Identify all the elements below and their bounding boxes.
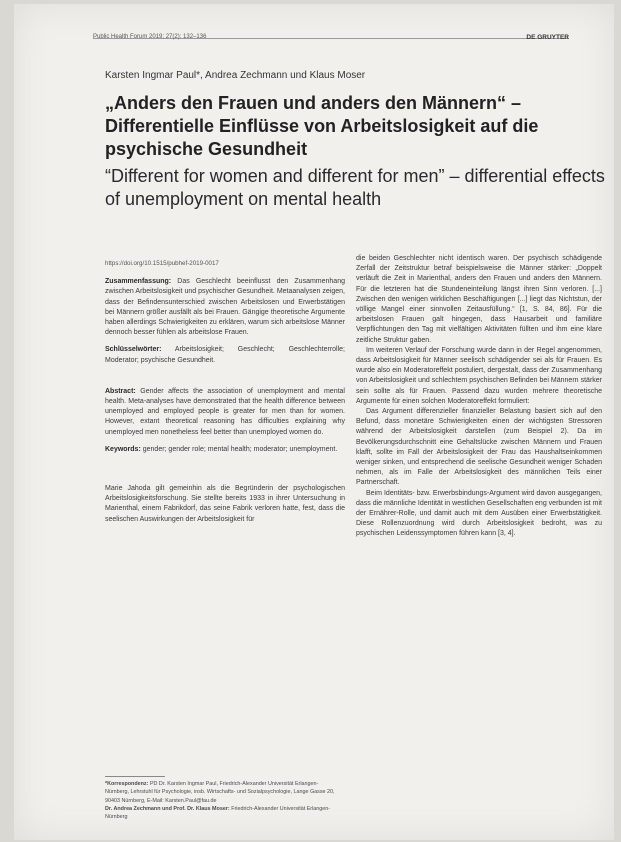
body-paragraph: Das Argument differenzieller finanzieller Belastung basiert sich auf den Befund, dass monetäre Schwierigkeiten einen der wichtigsten Stressoren während der Arbeitslosigkeit darstellen (zum Beispiel 2). Da im Bevölkerungsdurchschnitt eine Gehaltslücke zwischen Männern und Frauen klafft, sollte im Fall der Arbeitslosigkeit der Frau das Haushaltseinkommen weniger sinken, und entsprechend die seelische Gesundheit weniger Schaden nehmen, als im Falle der Arbeitslosigkeit des männlichen Teils einer Partnerschaft. [356, 408, 602, 487]
body-paragraph: Im weiteren Verlauf der Forschung wurde dann in der Regel angenommen, dass Arbeitslosigkeit für Männer seelisch schädigender sei als für Frauen. Es wurde also ein Moderatoreffekt postuliert, dergestalt, dass der Zusammenhang von Arbeitslosigkeit und schlechtem psychischen Befinden bei Männern stärker sein sollte als für Frauen. Passend dazu wurden mehrere theoretische Argumente für einen solchen Moderatoreffekt formuliert: [356, 346, 602, 405]
correspondence-footnote [105, 776, 340, 821]
abstract-english-text: Gender affects the association of unemployment and mental health. Meta-analyses have demonstrated that the health difference between unemployed and employed people is greater for men than for women. However, extant theoretical reasoning has difficulties explaining why unemployed men nonetheless feel better than unemployed women do. [105, 387, 345, 436]
body-paragraph: Beim Identitäts- bzw. Erwerbsbindungs-Argument wird davon ausgegangen, dass die männliche Identität in westlichen Gesellschaften eng verbunden ist mit der Ernährer-Rolle, und damit auch mit dem Ausüben einer Erwerbstätigkeit. Diese Rollenzuordnung wird durch Arbeitslosigkeit bedroht, was zu psychischen Leidenssymptomen führen kann [3, 4]. [356, 489, 602, 538]
abstract-german [105, 277, 345, 338]
left-column [105, 259, 345, 525]
correspondence-label: *Korrespondenz: [105, 781, 149, 787]
keywords-english-text: gender; gender role; mental health; moderator; unemployment. [142, 445, 338, 453]
keywords-english-label: Keywords: [105, 445, 141, 453]
abstract-english [105, 387, 345, 438]
article-title-english: “Different for women and different for men” – differential effects of unemployment on mental health [105, 166, 605, 209]
correspondence-text: PD Dr. Karsten Ingmar Paul, Friedrich-Alexander Universität Erlangen-Nürnberg, Lehrstuhl für Psychologie, insb. Wirtschafts- und Sozialpsychologie, Lange Gasse 20, 90403 Nürnberg, E-Mail: Karsten.Paul@fau.de [105, 781, 335, 804]
running-head [93, 34, 569, 39]
journal-citation: Public Health Forum 2019; 27(2): 132–136 [93, 34, 207, 40]
abstract-english-label: Abstract: [105, 387, 136, 395]
abstract-german-label: Zusammenfassung: [105, 278, 172, 286]
keywords-german-text: Arbeitslosigkeit; Geschlecht; Geschlechterrolle; Moderator; psychische Gesundheit. [105, 346, 345, 364]
article-title-german: „Anders den Frauen und anders den Männern“ – Differentielle Einflüsse von Arbeitslosigkeit auf die psychische Gesundheit [105, 93, 539, 159]
author-list: Karsten Ingmar Paul*, Andrea Zechmann und Klaus Moser [105, 70, 366, 81]
coauthors-label: Dr. Andrea Zechmann und Prof. Dr. Klaus Moser: [105, 805, 230, 812]
keywords-english [105, 445, 345, 455]
abstract-german-text: Das Geschlecht beeinflusst den Zusammenhang zwischen Arbeitslosigkeit und psychischer Gesundheit. Metaanalysen zeigen, dass der Befindensunterschied zwischen Arbeitslosen und Erwerbstätigen bei Männern größer ausfällt als bei Frauen. Gängige theoretische Argumente haben allerdings Schwierigkeiten zu erklären, warum sich arbeitslose Männer dennoch besser fühlen als arbeitslose Frauen. [105, 278, 345, 337]
keywords-german [105, 345, 345, 365]
footnote-divider [105, 776, 165, 777]
keywords-german-label: Schlüsselwörter: [105, 346, 162, 354]
right-column [356, 254, 602, 540]
page [14, 4, 614, 840]
doi-link[interactable]: https://doi.org/10.1515/pubhef-2019-0017 [105, 260, 219, 267]
body-paragraph: die beiden Geschlechter nicht identisch waren. Der psychisch schädigende Zerfall der Zeitstruktur betraf beispielsweise die Männer stärker: „Doppelt verläuft die Zeit in Marienthal, anders den Frauen und anders den Männern. Für die letzteren hat die Stundeneinteilung längst ihren Sinn verloren. [...] Zwischen den wenigen wirklichen Beschäftigungen [...] liegt das Nichtstun, der völlige Mangel einer sinnvollen Zeitausfüllung.“ [1, S. 84, 86]. Für die arbeitslosen Frauen galt hingegen, dass Hausarbeit und familiäre Verpflichtungen den Tag mit vielfältigen Aktivitäten füllten und ihm eine klare zeitliche Struktur gaben. [356, 255, 602, 344]
intro-paragraph: Marie Jahoda gilt gemeinhin als die Begründerin der psychologischen Arbeitslosigkeitsforschung. Sie stellte bereits 1933 in ihrer Untersuchung in Marienthal, einem Fabrikdorf, das seine Fabrik verloren hatte, fest, dass die seelischen Auswirkungen der Arbeitslosigkeit für [105, 485, 345, 523]
coauthors-text: Friedrich-Alexander Universität Erlangen-Nürnberg [105, 805, 331, 821]
publisher-logo: DE GRUYTER [526, 34, 569, 41]
